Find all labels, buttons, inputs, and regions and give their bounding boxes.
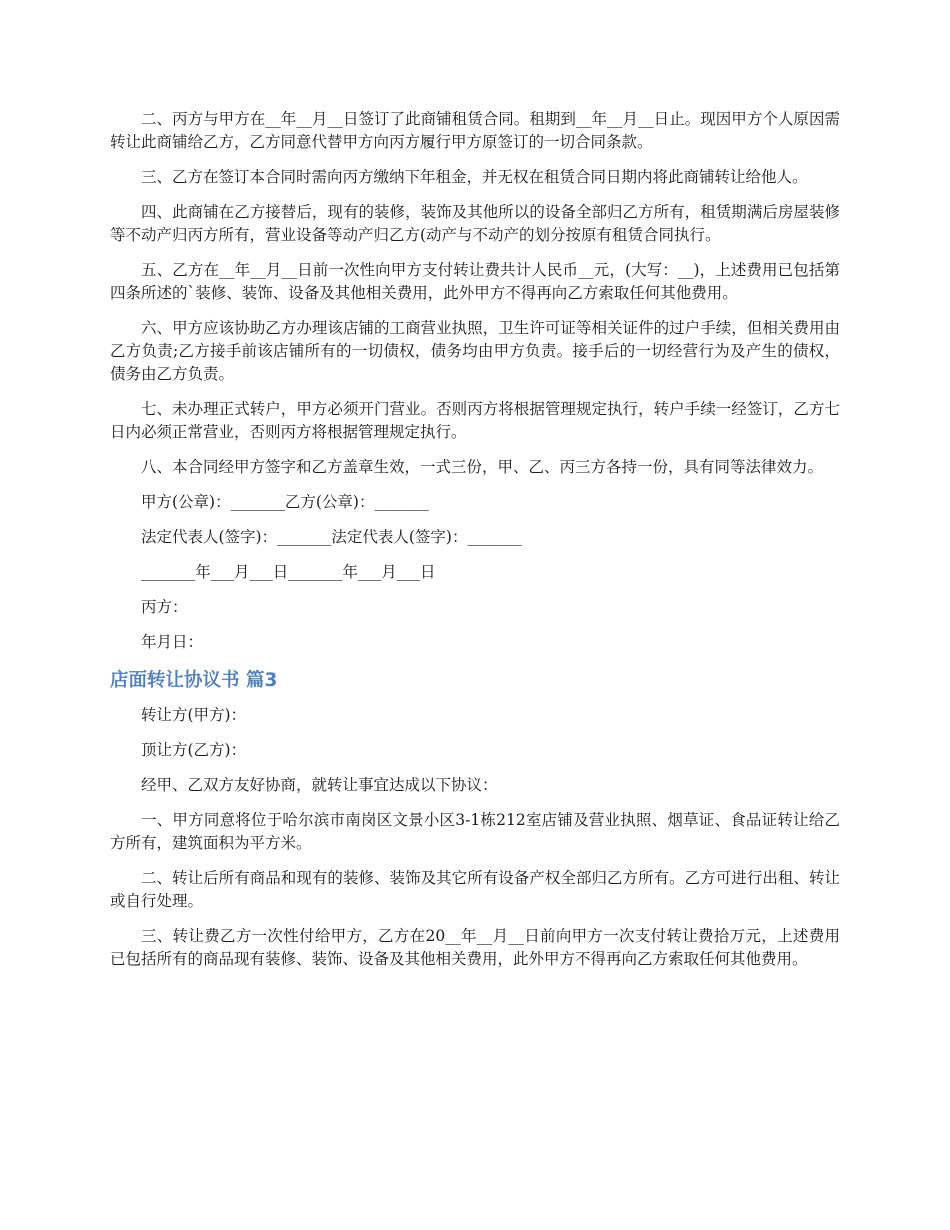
date-label: 年月日： <box>141 633 204 651</box>
clause-8: 八、本合同经甲方签字和乙方盖章生效，一式三份，甲、乙、丙三方各持一份，具有同等法律效力。 <box>141 458 824 476</box>
party-c-label: 丙方： <box>141 598 188 616</box>
clause-5: 五、乙方在__年__月__日前一次性向甲方支付转让费共计人民币__元，(大写：__)，上述费用已包括第四条所述的`装修、装饰、设备及其他相关费用，此外甲方不得再向乙方索取任何其他费用。 <box>110 261 840 302</box>
clause-2: 二、丙方与甲方在__年__月__日签订了此商铺租赁合同。租期到__年__月__日止。现因甲方个人原因需转让此商铺给乙方，乙方同意代替甲方向丙方履行甲方原签订的一切合同条款。 <box>110 110 840 151</box>
clause-3: 三、乙方在签订本合同时需向丙方缴纳下年租金，并无权在租赁合同日期内将此商铺转让给他人。 <box>141 168 808 186</box>
clause-4: 四、此商铺在乙方接替后，现有的装修，装饰及其他所以的设备全部归乙方所有，租赁期满后房屋装修等不动产归丙方所有，营业设备等动产归乙方(动产与不动产的划分按原有租赁合同执行。 <box>110 203 840 244</box>
agreement-clause-2: 二、转让后所有商品和现有的装修、装饰及其它所有设备产权全部归乙方所有。乙方可进行出租、转让或自行处理。 <box>110 869 840 910</box>
agreement-intro: 经甲、乙双方友好协商，就转让事宜达成以下协议： <box>141 776 498 794</box>
transferee-label: 顶让方(乙方)： <box>141 741 247 759</box>
seal-signature-line: 甲方(公章)：_______乙方(公章)：_______ <box>141 493 429 511</box>
section-heading: 店面转让协议书 篇3 <box>110 670 278 691</box>
transferor-label: 转让方(甲方)： <box>141 706 247 724</box>
representative-signature-line: 法定代表人(签字)：_______法定代表人(签字)：_______ <box>141 528 522 546</box>
clause-6: 六、甲方应该协助乙方办理该店铺的工商营业执照，卫生许可证等相关证件的过户手续，但相关费用由乙方负责;乙方接手前该店铺所有的一切债权，债务均由甲方负责。接手后的一切经营行为及产生的债权，债务由乙方负责。 <box>110 319 840 383</box>
agreement-clause-1: 一、甲方同意将位于哈尔滨市南岗区文景小区3-1栋212室店铺及营业执照、烟草证、食品证转让给乙方所有，建筑面积为平方米。 <box>110 811 840 852</box>
signature-date-line: _______年___月___日_______年___月___日 <box>141 563 436 581</box>
document-page <box>110 108 840 983</box>
agreement-clause-3: 三、转让费乙方一次性付给甲方，乙方在20__年__月__日前向甲方一次支付转让费拾万元，上述费用已包括所有的商品现有装修、装饰、设备及其他相关费用，此外甲方不得再向乙方索取任何其他费用。 <box>110 927 840 968</box>
clause-7: 七、未办理正式转户，甲方必须开门营业。否则丙方将根据管理规定执行，转户手续一经签订，乙方七日内必须正常营业，否则丙方将根据管理规定执行。 <box>110 400 840 441</box>
